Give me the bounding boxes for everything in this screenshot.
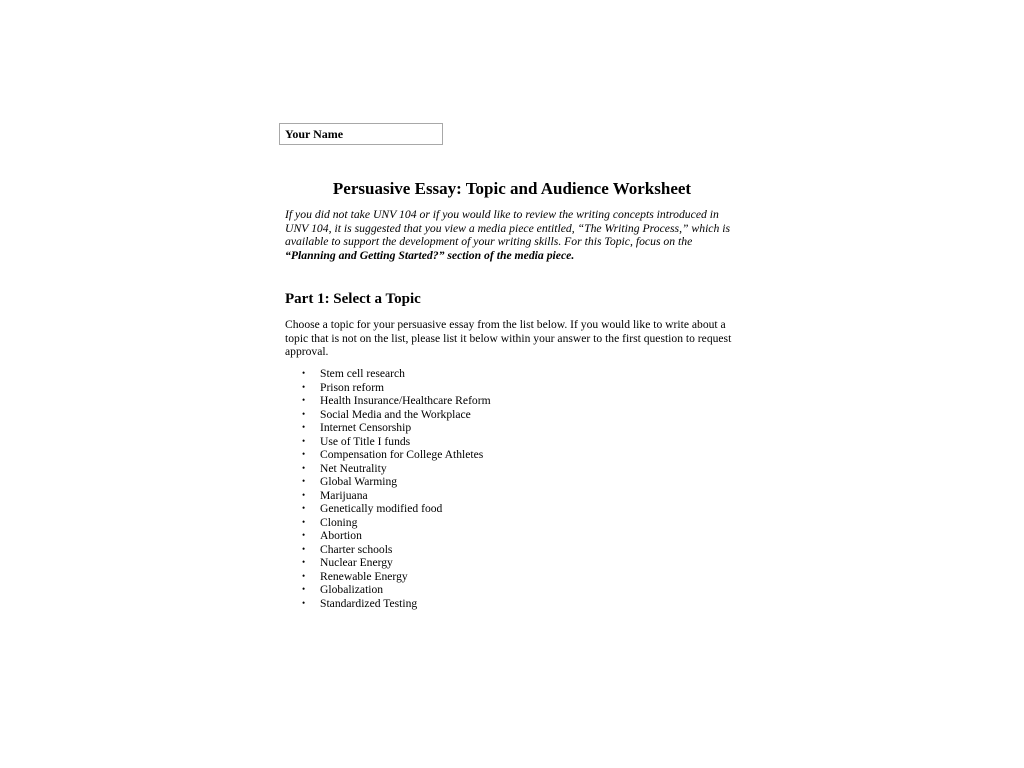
bullet-icon: •: [302, 543, 306, 554]
page-title: Persuasive Essay: Topic and Audience Worksheet: [332, 179, 692, 198]
list-item: [300, 394, 491, 408]
topic-label: Nuclear Energy: [320, 556, 393, 569]
topic-label: Global Warming: [320, 475, 398, 488]
bullet-icon: •: [302, 368, 306, 378]
part1-heading: Part 1: Select a Topic: [285, 291, 421, 307]
topic-label: Genetically modified food: [320, 502, 443, 515]
list-item: [300, 543, 491, 557]
bullet-icon: •: [302, 395, 306, 405]
list-item: [300, 502, 491, 516]
topic-label: Renewable Energy: [320, 569, 408, 583]
list-item: [300, 583, 491, 597]
list-item: [300, 435, 491, 449]
topic-label: Use of Title I funds: [320, 434, 411, 448]
bullet-icon: •: [302, 449, 306, 459]
bullet-icon: •: [302, 570, 306, 581]
bullet-icon: •: [302, 584, 306, 594]
topic-label: Net Neutrality: [320, 461, 387, 475]
topic-label: Abortion: [320, 529, 362, 542]
list-item: [300, 570, 491, 584]
list-item: [300, 448, 491, 462]
intro-italic-text: If you did not take UNV 104 or if you would like to review the writing concepts introduced in UNV 104, it is suggested that you view a media piece entitled, “The Writing Process,” which is available to support the development of your writing skills. For this Topic, focus on the: [285, 208, 731, 248]
bullet-icon: •: [302, 557, 306, 567]
bullet-icon: •: [302, 503, 306, 513]
bullet-icon: •: [302, 476, 306, 486]
list-item: [300, 462, 491, 476]
topic-label: Globalization: [320, 583, 384, 596]
your-name-field[interactable]: [279, 123, 443, 145]
list-item: [300, 556, 491, 570]
list-item: [300, 516, 491, 530]
topic-label: Marijuana: [320, 488, 368, 502]
bullet-icon: •: [302, 435, 306, 446]
your-name-label: Your Name: [285, 127, 344, 141]
topic-label: Internet Censorship: [320, 421, 412, 434]
bullet-icon: •: [302, 516, 306, 527]
part1-instructions: Choose a topic for your persuasive essay from the list below. If you would like to write about a topic that is not on the list, please list it below within your answer to the first question to request approval.: [285, 318, 732, 358]
topic-label: Stem cell research: [320, 367, 405, 380]
bullet-icon: •: [302, 597, 306, 608]
bullet-icon: •: [302, 381, 306, 392]
list-item: [300, 597, 491, 611]
intro-bold-text: “Planning and Getting Started?” section of the media piece.: [285, 248, 575, 262]
bullet-icon: •: [302, 422, 306, 432]
list-item: [300, 367, 491, 381]
topic-label: Charter schools: [320, 542, 393, 556]
list-item: [300, 421, 491, 435]
topic-label: Standardized Testing: [320, 596, 418, 610]
topic-label: Social Media and the Workplace: [320, 407, 471, 421]
topic-list: [300, 367, 491, 610]
topic-label: Cloning: [320, 515, 358, 529]
topic-label: Compensation for College Athletes: [320, 448, 484, 461]
bullet-icon: •: [302, 462, 306, 473]
bullet-icon: •: [302, 489, 306, 500]
bullet-icon: •: [302, 530, 306, 540]
topic-label: Health Insurance/Healthcare Reform: [320, 394, 491, 407]
list-item: [300, 529, 491, 543]
bullet-icon: •: [302, 408, 306, 419]
topic-label: Prison reform: [320, 380, 385, 394]
list-item: [300, 475, 491, 489]
list-item: [300, 381, 491, 395]
list-item: [300, 489, 491, 503]
list-item: [300, 408, 491, 422]
intro-paragraph: [285, 208, 741, 262]
